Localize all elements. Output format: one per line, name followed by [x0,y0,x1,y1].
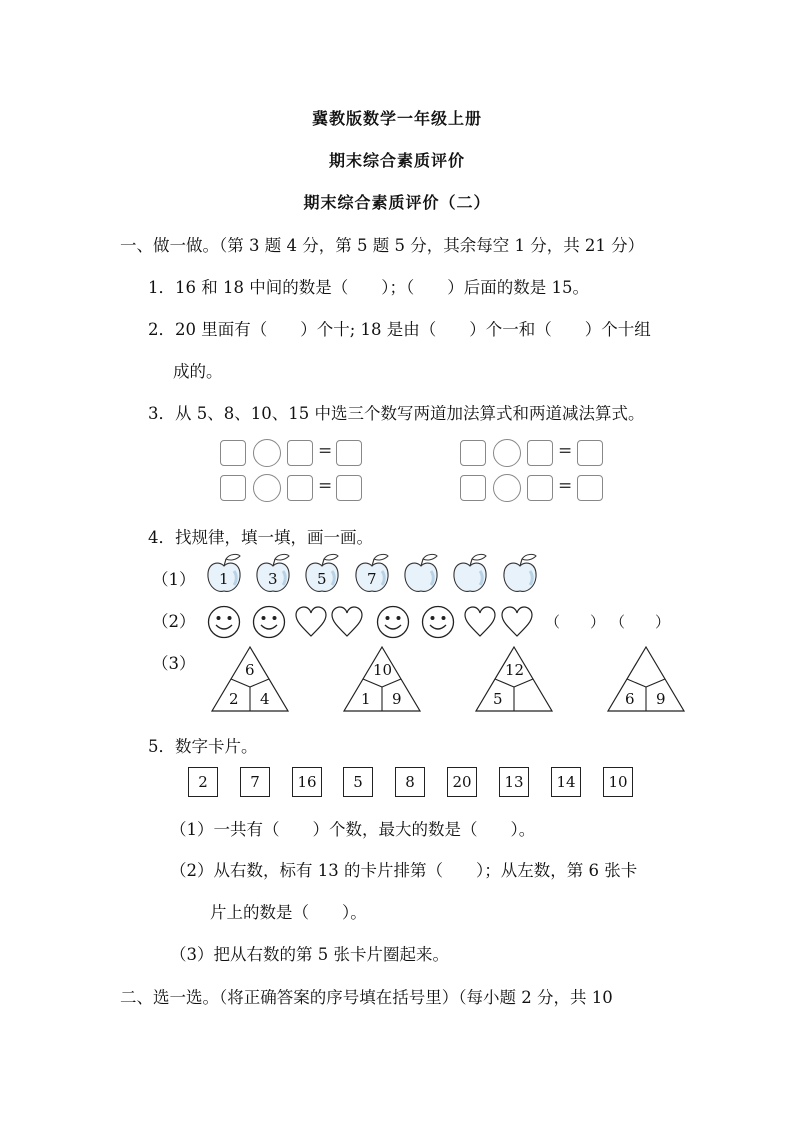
section1-heading: 一、做一做。（第 3 题 4 分，第 5 题 5 分，其余每空 1 分，共 21 分） [120,236,645,255]
answer-box[interactable] [287,440,313,466]
smiley-icon [206,604,242,640]
question-5-1: （1）一共有（ ）个数，最大的数是（ ）。 [170,820,536,839]
apple-number: 5 [317,570,327,588]
triangle-number-top: 6 [245,661,255,679]
number-triangle [342,645,422,713]
page-title: 期末综合素质评价 [328,151,465,170]
triangle-number-left: 6 [625,690,635,708]
answer-box[interactable] [336,475,362,501]
section2-heading: 二、选一选。（将正确答案的序号填在括号里）（每小题 2 分，共 10 [120,988,613,1007]
triangle-number-top: 12 [505,661,525,679]
answer-box[interactable] [220,475,246,501]
question-5-2-line1: （2）从右数，标有 13 的卡片排第（ ）；从左数，第 6 张卡 [170,861,638,880]
apple-icon [401,553,441,595]
operator-circle[interactable] [253,474,281,502]
apple-number: 1 [219,570,229,588]
number-card[interactable]: 7 [240,767,270,797]
number-card[interactable]: 10 [603,767,633,797]
operator-circle[interactable] [493,474,521,502]
apple-icon [500,553,540,595]
operator-circle[interactable] [253,439,281,467]
triangle-number-right: 4 [260,690,270,708]
equals-sign: = [318,441,333,461]
apple-number: 3 [268,570,278,588]
heart-icon [329,604,365,640]
question-1: 1．16 和 18 中间的数是（ ）；（ ）后面的数是 15。 [148,278,589,297]
answer-box[interactable] [460,440,486,466]
number-card[interactable]: 8 [395,767,425,797]
exam-title: 期末综合素质评价（二） [303,193,491,212]
number-triangle [474,645,554,713]
question-2-line2: 成的。 [173,362,223,381]
equals-sign: = [558,476,573,496]
q4-label-3: （3） [152,654,196,673]
question-5-2-line2: 片上的数是（ ）。 [210,903,367,922]
number-card[interactable]: 2 [188,767,218,797]
blank-paren[interactable]: （ ） [545,613,606,631]
answer-box[interactable] [287,475,313,501]
q4-label-2: （2） [152,612,196,631]
answer-box[interactable] [336,440,362,466]
number-card[interactable]: 13 [499,767,529,797]
triangle-number-left: 5 [493,690,503,708]
number-card[interactable]: 5 [343,767,373,797]
question-4: 4．找规律，填一填，画一画。 [148,528,373,547]
equals-sign: = [318,476,333,496]
heart-icon [499,604,535,640]
triangle-number-right: 9 [392,690,402,708]
answer-box[interactable] [527,440,553,466]
number-triangle [210,645,290,713]
triangle-number-top: 10 [373,661,393,679]
triangle-number-right: 9 [656,690,666,708]
apple-icon [450,553,490,595]
smiley-icon [375,604,411,640]
blank-paren[interactable]: （ ） [610,613,671,631]
triangle-number-left: 1 [361,690,371,708]
number-card[interactable]: 16 [292,767,322,797]
heart-icon [293,604,329,640]
question-3: 3．从 5、8、10、15 中选三个数写两道加法算式和两道减法算式。 [148,404,645,423]
answer-box[interactable] [577,440,603,466]
operator-circle[interactable] [493,439,521,467]
q4-label-1: （1） [152,570,196,589]
apple-number: 7 [367,570,377,588]
equals-sign: = [558,441,573,461]
number-card[interactable]: 14 [551,767,581,797]
smiley-icon [251,604,287,640]
answer-box[interactable] [220,440,246,466]
number-triangle [606,645,686,713]
question-2-line1: 2．20 里面有（ ）个十; 18 是由（ ）个一和（ ）个十组 [148,320,651,339]
smiley-icon [420,604,456,640]
book-title: 冀教版数学一年级上册 [311,109,482,128]
heart-icon [462,604,498,640]
triangle-number-left: 2 [229,690,239,708]
answer-box[interactable] [577,475,603,501]
question-5: 5．数字卡片。 [148,737,258,756]
answer-box[interactable] [460,475,486,501]
answer-box[interactable] [527,475,553,501]
number-card[interactable]: 20 [447,767,477,797]
question-5-3: （3）把从右数的第 5 张卡片圈起来。 [170,945,449,964]
